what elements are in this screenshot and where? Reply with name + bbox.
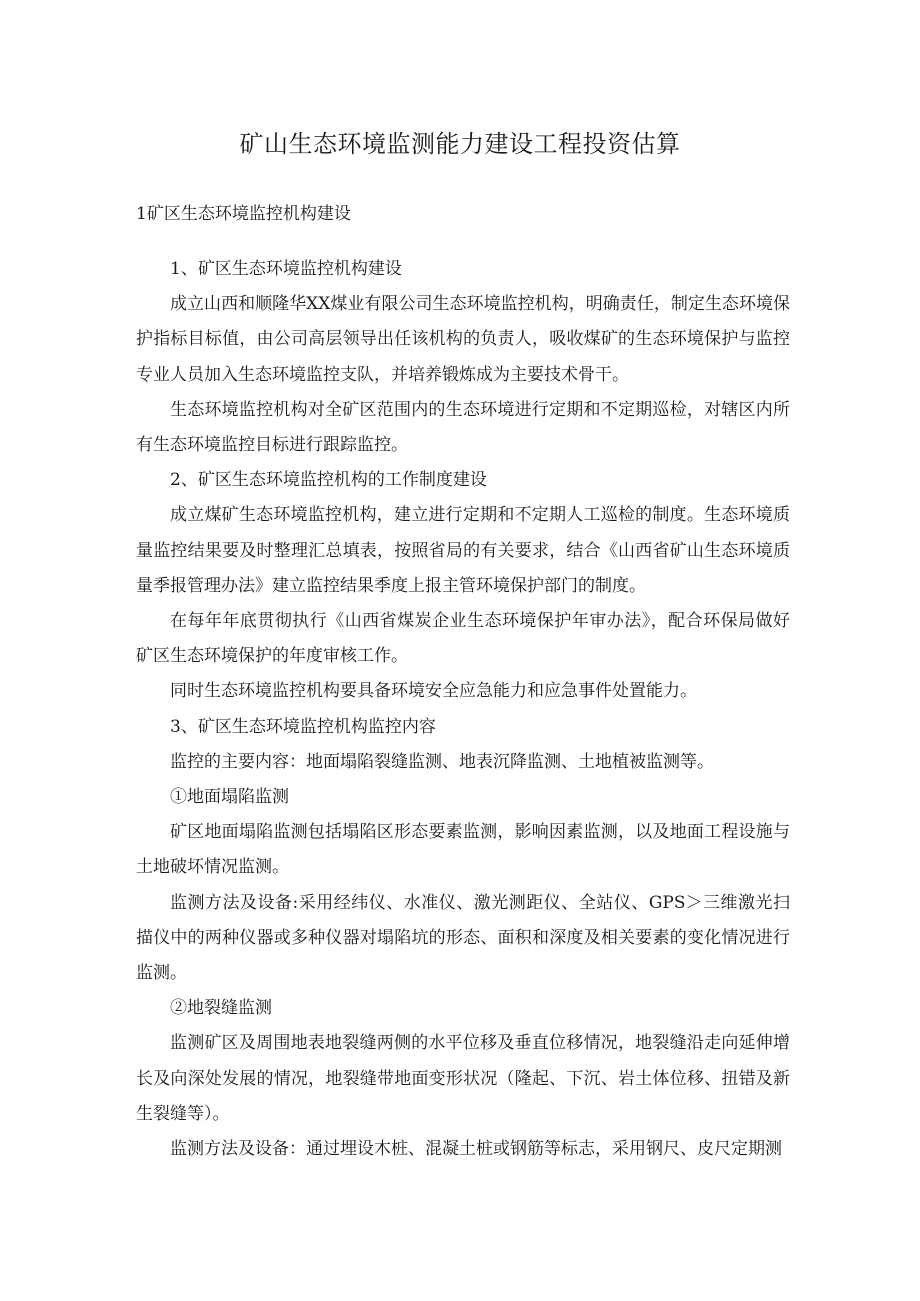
paragraph: 成立煤矿生态环境监控机构，建立进行定期和不定期人工巡检的制度。生态环境质量监控结果要及时整理汇总填表，按照省局的有关要求，结合《山西省矿山生态环境质量季报管理办法》建立监控结果季度上报主管环境保护部门的制度。 <box>136 505 790 596</box>
paragraph: 监测矿区及周围地表地裂缝两侧的水平位移及垂直位移情况，地裂缝沿走向延伸增长及向深处发展的情况，地裂缝带地面变形状况（隆起、下沉、岩土体位移、扭错及新生裂缝等）。 <box>136 1033 790 1124</box>
paragraph: 监测方法及设备:采用经纬仪、水准仪、激光测距仪、全站仪、GPS＞三维激光扫描仪中的两种仪器或多种仪器对塌陷坑的形态、面积和深度及相关要素的变化情况进行监测。 <box>136 892 790 984</box>
document-title: 矿山生态环境监测能力建设工程投资估算 <box>239 130 681 158</box>
section-heading: 1矿区生态环境监控机构建设 <box>136 204 351 224</box>
paragraph: 在每年年底贯彻执行《山西省煤炭企业生态环境保护年审办法》，配合环保局做好矿区生态环境保护的年度审核工作。 <box>136 611 790 667</box>
item-heading: ②地裂缝监测 <box>170 998 272 1019</box>
item-heading: ①地面塌陷监测 <box>170 787 289 808</box>
paragraph: 矿区地面塌陷监测包括塌陷区形态要素监测，影响因素监测，以及地面工程设施与土地破坏情况监测。 <box>136 822 790 878</box>
subsection-heading: 2、矿区生态环境监控机构的工作制度建设 <box>170 470 487 491</box>
paragraph: 成立山西和顺隆华XX煤业有限公司生态环境监控机构，明确责任，制定生态环境保护指标目标值，由公司高层领导出任该机构的负责人，吸收煤矿的生态环境保护与监控专业人员加入生态环境监控支队，并培养锻炼成为主要技术骨干。 <box>136 294 790 385</box>
paragraph: 同时生态环境监控机构要具备环境安全应急能力和应急事件处置能力。 <box>170 681 697 702</box>
paragraph: 监测方法及设备：通过埋设木桩、混凝土桩或钢筋等标志，采用钢尺、皮尺定期测 <box>170 1139 782 1160</box>
document-body <box>136 252 790 1167</box>
subsection-heading: 1、矿区生态环境监控机构建设 <box>170 259 402 279</box>
paragraph: 生态环境监控机构对全矿区范围内的生态环境进行定期和不定期巡检，对辖区内所有生态环境监控目标进行跟踪监控。 <box>136 399 790 456</box>
subsection-heading: 3、矿区生态环境监控机构监控内容 <box>170 716 436 737</box>
paragraph: 监控的主要内容：地面塌陷裂缝监测、地表沉降监测、土地植被监测等。 <box>170 751 714 772</box>
